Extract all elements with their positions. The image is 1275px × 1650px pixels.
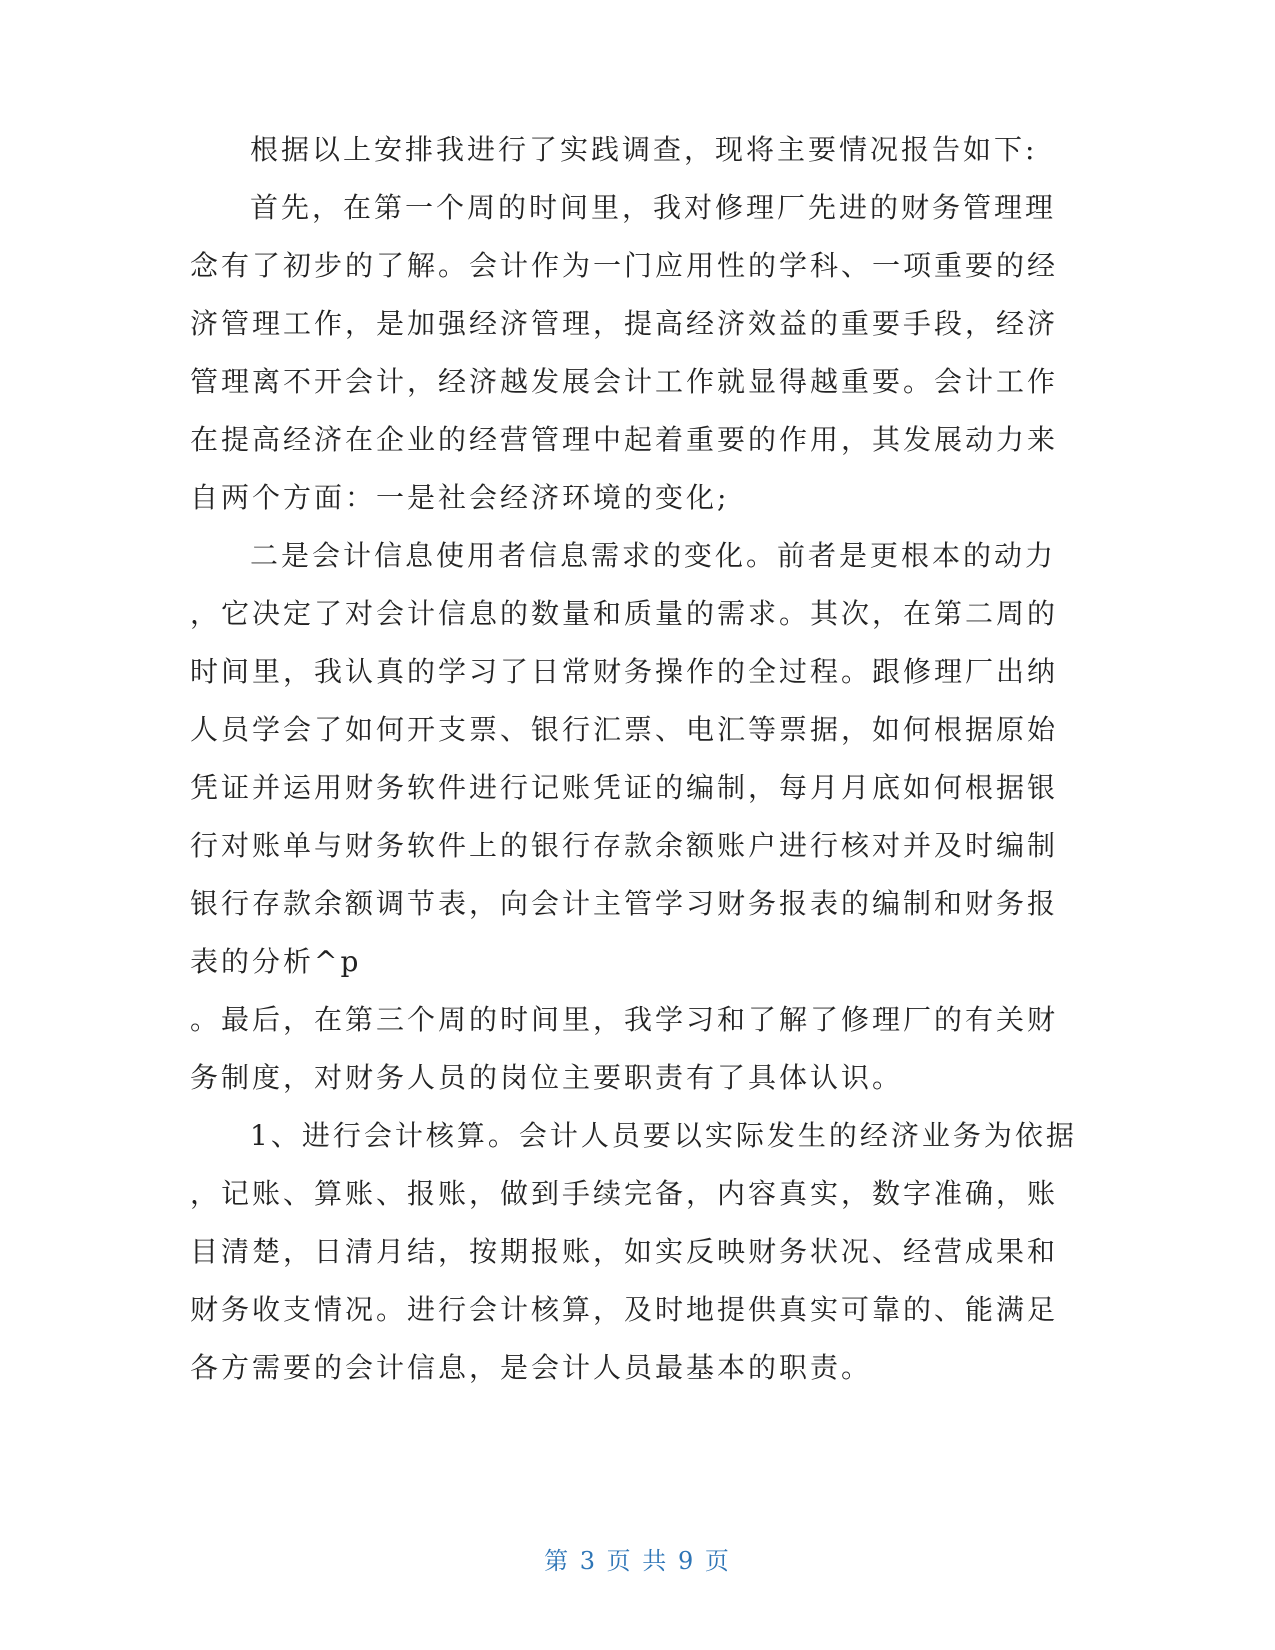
paragraph-line: 。最后，在第三个周的时间里，我学习和了解了修理厂的有关财 xyxy=(190,1003,1059,1036)
paragraph-line: ，记账、算账、报账，做到手续完备，内容真实，数字准确，账 xyxy=(190,1177,1059,1210)
paragraph-line: 自两个方面：一是社会经济环境的变化; xyxy=(190,481,730,514)
paragraph-line: 表的分析^p xyxy=(190,945,362,978)
paragraph-line: 在提高经济在企业的经营管理中起着重要的作用，其发展动力来 xyxy=(190,423,1059,456)
paragraph-line: ，它决定了对会计信息的数量和质量的需求。其次，在第二周的 xyxy=(190,597,1059,630)
paragraph-line: 目清楚，日清月结，按期报账，如实反映财务状况、经营成果和 xyxy=(190,1235,1059,1268)
paragraph-line: 人员学会了如何开支票、银行汇票、电汇等票据，如何根据原始 xyxy=(190,713,1059,746)
paragraph-line: 务制度，对财务人员的岗位主要职责有了具体认识。 xyxy=(190,1061,904,1094)
paragraph-line: 行对账单与财务软件上的银行存款余额账户进行核对并及时编制 xyxy=(190,829,1059,862)
paragraph-line: 济管理工作，是加强经济管理，提高经济效益的重要手段，经济 xyxy=(190,307,1059,340)
paragraph-line: 二是会计信息使用者信息需求的变化。前者是更根本的动力 xyxy=(250,539,1057,572)
paragraph-line: 银行存款余额调节表，向会计主管学习财务报表的编制和财务报 xyxy=(190,887,1059,920)
paragraph-line: 根据以上安排我进行了实践调查，现将主要情况报告如下: xyxy=(250,133,1038,166)
page-footer xyxy=(0,1541,1275,1576)
paragraph-line: 财务收支情况。进行会计核算，及时地提供真实可靠的、能满足 xyxy=(190,1293,1059,1326)
paragraph-line: 凭证并运用财务软件进行记账凭证的编制，每月月底如何根据银 xyxy=(190,771,1059,804)
paragraph-line: 时间里，我认真的学习了日常财务操作的全过程。跟修理厂出纳 xyxy=(190,655,1059,688)
page-number: 第 3 页 共 9 页 xyxy=(544,1547,731,1575)
paragraph-line: 各方需要的会计信息，是会计人员最基本的职责。 xyxy=(190,1351,873,1384)
paragraph-line: 1、进行会计核算。会计人员要以实际发生的经济业务为依据 xyxy=(250,1119,1077,1152)
paragraph-line: 首先，在第一个周的时间里，我对修理厂先进的财务管理理 xyxy=(250,191,1057,224)
paragraph-line: 念有了初步的了解。会计作为一门应用性的学科、一项重要的经 xyxy=(190,249,1059,282)
paragraph-line: 管理离不开会计，经济越发展会计工作就显得越重要。会计工作 xyxy=(190,365,1059,398)
